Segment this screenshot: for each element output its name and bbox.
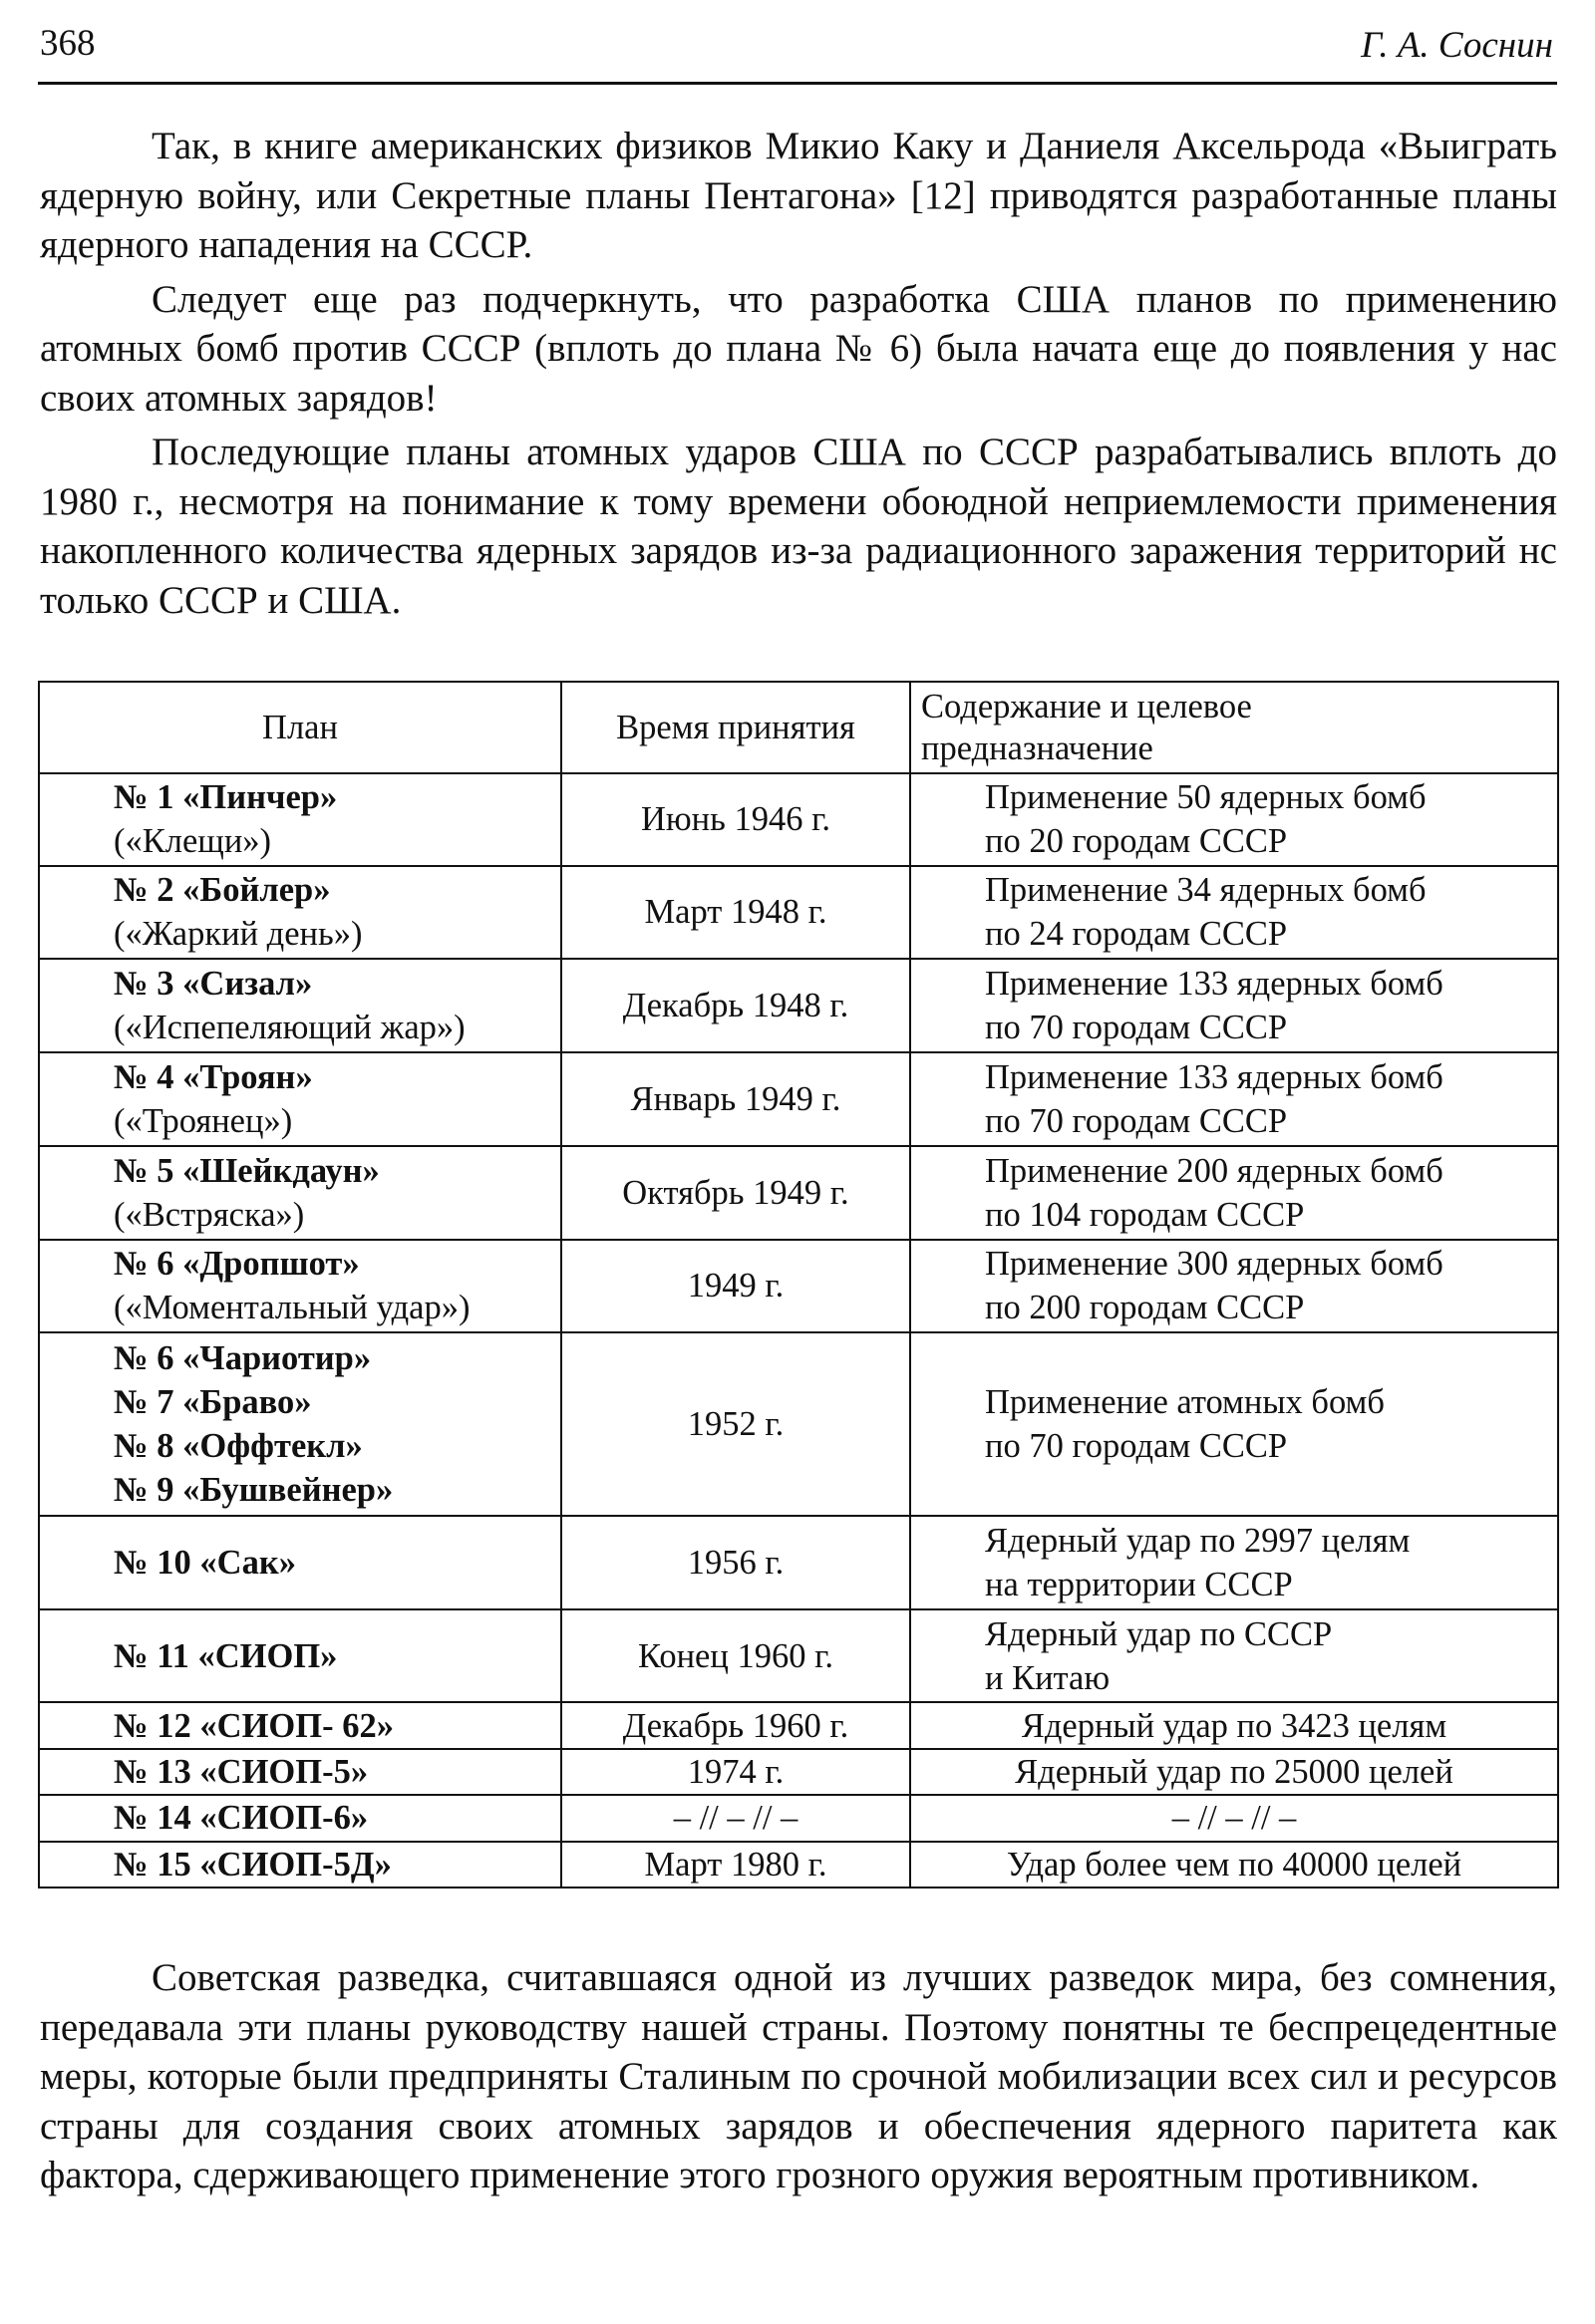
time-cell: Конец 1960 г. [561, 1609, 910, 1703]
time-cell: 1952 г. [561, 1332, 910, 1516]
content-line-2: по 24 городам СССР [985, 915, 1288, 954]
content-line-2: по 200 городам СССР [985, 1289, 1305, 1327]
plan-name: № 9 «Бушвейнер» [114, 1471, 394, 1510]
plan-cell [39, 1240, 561, 1333]
plan-name: № 6 «Чариотир» [114, 1339, 372, 1378]
plan-name: № 12 «СИОП- 62» [114, 1706, 394, 1745]
time-cell: Март 1980 г. [561, 1842, 910, 1888]
table-row [39, 1795, 1558, 1841]
content-line-1: Применение атомных бомб [985, 1383, 1385, 1422]
table-row [39, 1842, 1558, 1888]
plan-name: № 6 «Дропшот» [114, 1245, 360, 1284]
content-cell [910, 1052, 1558, 1146]
content-line-1: Применение 50 ядерных бомб [985, 778, 1427, 817]
content-cell [910, 1516, 1558, 1609]
closing-paragraph: Советская разведка, считавшаяся одной из лучших разведок мира, без сомнения, передавала эти планы руководству нашей страны. Поэтому понятны те беспрецедентные меры, которые были предприняты Сталиным по срочной мобилизации всех сил и ресурсов страны для создания своих атомных зарядов и обеспечения ядерного паритета как фактора, сдерживающего применение этого грозного оружия вероятным противником. [40, 1956, 1557, 2196]
time-cell: Декабрь 1960 г. [561, 1702, 910, 1748]
table-row [39, 1516, 1558, 1609]
content-line-2: по 70 городам СССР [985, 1009, 1288, 1047]
plan-name: № 10 «Сак» [114, 1543, 296, 1582]
content-cell [910, 866, 1558, 960]
time-cell: 1974 г. [561, 1749, 910, 1795]
table-row-group [39, 1332, 1558, 1516]
intro-text [40, 122, 1557, 630]
plan-name: № 2 «Бойлер» [114, 871, 331, 910]
content-line-1: Применение 200 ядерных бомб [985, 1151, 1443, 1190]
table-header-row [39, 682, 1558, 773]
plan-name: № 1 «Пинчер» [114, 778, 338, 817]
plan-cell [39, 1842, 561, 1888]
header-rule [38, 82, 1557, 85]
header-content [910, 682, 1558, 773]
table-row [39, 866, 1558, 960]
plan-cell [39, 1609, 561, 1703]
content-cell [910, 1240, 1558, 1333]
content-cell [910, 773, 1558, 866]
table-row [39, 773, 1558, 866]
plan-name: № 7 «Браво» [114, 1383, 312, 1422]
intro-paragraph-3: Последующие планы атомных ударов США по СССР разрабатывались вплоть до 1980 г., несмотря на понимание к тому времени обоюдной неприемлемости применения накопленного количества ядерных зарядов из-за радиационного заражения территорий нс только СССР и США. [40, 431, 1557, 622]
header-content-line-1: Содержание и целевое [921, 687, 1252, 726]
content-cell [910, 1146, 1558, 1240]
plan-name: № 5 «Шейкдаун» [114, 1151, 380, 1190]
time-cell: 1956 г. [561, 1516, 910, 1609]
time-cell: Июнь 1946 г. [561, 773, 910, 866]
plan-name: № 15 «СИОП-5Д» [114, 1845, 392, 1884]
plan-alias: («Жаркий день») [114, 915, 363, 954]
header-plan: План [39, 682, 561, 773]
plan-name: № 11 «СИОП» [114, 1636, 338, 1675]
plan-alias: («Троянец») [114, 1101, 293, 1140]
content-line-1: Ядерный удар по 2997 целям [985, 1521, 1411, 1560]
plan-name: № 3 «Сизал» [114, 965, 313, 1004]
plan-alias: («Испепеляющий жар») [114, 1009, 466, 1047]
table-row [39, 1702, 1558, 1748]
plan-name: № 4 «Троян» [114, 1057, 313, 1096]
plan-name: № 14 «СИОП-6» [114, 1799, 369, 1838]
plan-cell [39, 773, 561, 866]
plan-cell [39, 959, 561, 1052]
time-cell: 1949 г. [561, 1240, 910, 1333]
closing-text [40, 1953, 1557, 2205]
header-content-line-2: предназначение [921, 728, 1153, 767]
content-cell: Удар более чем по 40000 целей [910, 1842, 1558, 1888]
content-cell [910, 959, 1558, 1052]
time-cell: – // – // – [561, 1795, 910, 1841]
content-line-2: на территории СССР [985, 1565, 1293, 1603]
plan-cell [39, 1749, 561, 1795]
content-line-1: Применение 34 ядерных бомб [985, 871, 1427, 910]
plan-name: № 13 «СИОП-5» [114, 1752, 369, 1791]
plan-name: № 8 «Оффтекл» [114, 1427, 363, 1466]
time-cell: Март 1948 г. [561, 866, 910, 960]
content-cell: Ядерный удар по 25000 целей [910, 1749, 1558, 1795]
plan-cell [39, 1795, 561, 1841]
plan-cell [39, 1702, 561, 1748]
time-cell: Декабрь 1948 г. [561, 959, 910, 1052]
plan-cell [39, 1516, 561, 1609]
content-line-1: Ядерный удар по СССР [985, 1614, 1333, 1653]
content-line-1: Применение 133 ядерных бомб [985, 965, 1443, 1004]
plan-cell [39, 1146, 561, 1240]
table-row [39, 1609, 1558, 1703]
plan-cell [39, 866, 561, 960]
plan-alias: («Встряска») [114, 1195, 305, 1234]
content-line-2: по 70 городам СССР [985, 1427, 1288, 1466]
table-row [39, 959, 1558, 1052]
page-number: 368 [40, 23, 96, 64]
content-line-2: по 70 городам СССР [985, 1101, 1288, 1140]
table-row [39, 1240, 1558, 1333]
content-cell: Ядерный удар по 3423 целям [910, 1702, 1558, 1748]
content-cell [910, 1332, 1558, 1516]
content-cell: – // – // – [910, 1795, 1558, 1841]
table-row [39, 1749, 1558, 1795]
header-time: Время принятия [561, 682, 910, 773]
plan-cell-group [39, 1332, 561, 1516]
content-line-2: по 20 городам СССР [985, 822, 1288, 861]
content-line-2: и Китаю [985, 1658, 1111, 1697]
running-head-author: Г. А. Соснин [1361, 25, 1553, 66]
content-line-1: Применение 133 ядерных бомб [985, 1057, 1443, 1096]
content-line-1: Применение 300 ядерных бомб [985, 1245, 1443, 1284]
time-cell: Январь 1949 г. [561, 1052, 910, 1146]
plan-cell [39, 1052, 561, 1146]
table-row [39, 1052, 1558, 1146]
nuclear-plans-table [38, 681, 1559, 1888]
intro-paragraph-2: Следует еще раз подчеркнуть, что разработка США планов по применению атомных бомб против СССР (вплоть до плана № 6) была начата еще до появления у нас своих атомных зарядов! [40, 277, 1557, 420]
plan-alias: («Моментальный удар») [114, 1289, 471, 1327]
time-cell: Октябрь 1949 г. [561, 1146, 910, 1240]
plan-alias: («Клещи») [114, 822, 272, 861]
intro-paragraph-1: Так, в книге американских физиков Микио Каку и Даниеля Аксельрода «Выиграть ядерную войну, или Секретные планы Пентагона» [12] приводятся разработанные планы ядерного нападения на СССР. [40, 125, 1557, 266]
table-row [39, 1146, 1558, 1240]
content-cell [910, 1609, 1558, 1703]
content-line-2: по 104 городам СССР [985, 1195, 1305, 1234]
